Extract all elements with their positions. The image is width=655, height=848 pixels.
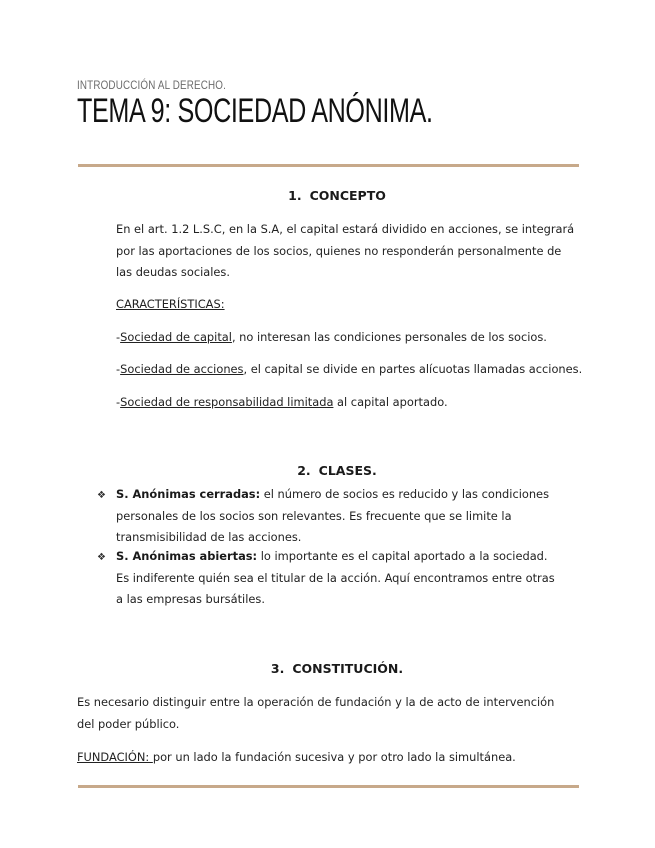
characteristic-item: -Sociedad de acciones, el capital se divide en partes alícuotas llamadas acciones. xyxy=(116,362,583,376)
diamond-bullet-icon: ❖ xyxy=(97,490,106,501)
clases-bullet-cerradas: S. Anónimas cerradas: el número de socios es reducido y las condiciones personales de los socios son relevantes. Es frecuente que se limite la transmisibilidad de las acciones. xyxy=(116,487,549,544)
section-heading-concepto: 1. CONCEPTO xyxy=(288,188,386,203)
page-title: TEMA 9: SOCIEDAD ANÓNIMA. xyxy=(77,92,433,130)
top-divider xyxy=(78,164,579,167)
section-heading-clases: 2. CLASES. xyxy=(297,463,377,478)
characteristic-item: -Sociedad de capital, no interesan las condiciones personales de los socios. xyxy=(116,330,547,344)
clases-bullet-abiertas: S. Anónimas abiertas: lo importante es el capital aportado a la sociedad. Es indiferente quién sea el titular de la acción. Aquí encontramos entre otras a las empresas bursátiles. xyxy=(116,549,555,606)
document-subtitle: INTRODUCCIÓN AL DERECHO. xyxy=(77,78,227,92)
characteristic-item: -Sociedad de responsabilidad limitada al capital aportado. xyxy=(116,395,448,409)
bottom-divider xyxy=(78,785,579,788)
fundacion-line: FUNDACIÓN: por un lado la fundación sucesiva y por otro lado la simultánea. xyxy=(77,750,516,764)
diamond-bullet-icon: ❖ xyxy=(97,552,106,563)
concepto-paragraph: En el art. 1.2 L.S.C, en la S.A, el capital estará dividido en acciones, se integrará por las aportaciones de los socios, quienes no responderán personalmente de las deudas sociales. xyxy=(116,222,575,279)
constitucion-paragraph: Es necesario distinguir entre la operación de fundación y la de acto de intervención del poder público. xyxy=(77,695,555,731)
section-heading-constitucion: 3. CONSTITUCIÓN. xyxy=(270,661,404,676)
characteristics-label: CARACTERÍSTICAS: xyxy=(116,297,225,311)
